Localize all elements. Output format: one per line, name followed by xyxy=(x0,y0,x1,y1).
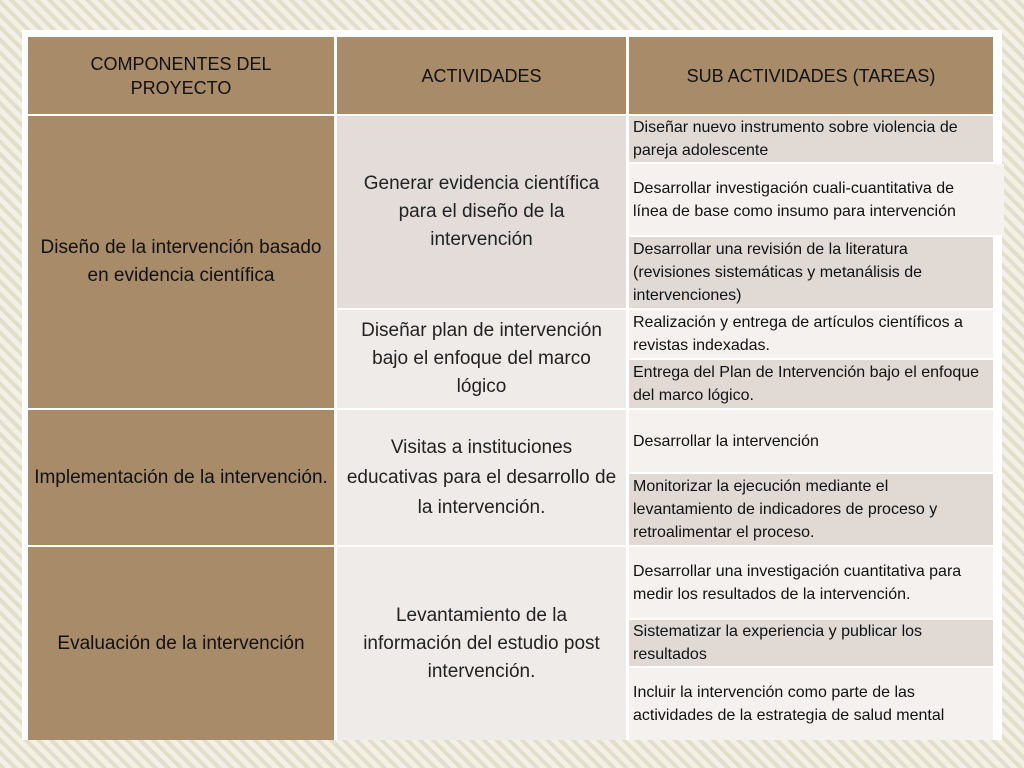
component-implementacion: Implementación de la intervención. xyxy=(28,410,334,545)
activity-disenar-plan: Diseñar plan de intervención bajo el enfoque del marco lógico xyxy=(337,310,626,408)
activity-visitas: Visitas a instituciones educativas para el desarrollo de la intervención. xyxy=(337,410,626,545)
subactivity-item: Sistematizar la experiencia y publicar los resultados xyxy=(629,620,993,666)
subactivity-item: Realización y entrega de artículos científicos a revistas indexadas. xyxy=(629,310,993,358)
header-componentes: COMPONENTES DEL PROYECTO xyxy=(28,37,334,114)
activity-generar-evidencia: Generar evidencia científica para el diseño de la intervención xyxy=(337,116,626,308)
header-actividades: ACTIVIDADES xyxy=(337,37,626,114)
header-sub-actividades: SUB ACTIVIDADES (TAREAS) xyxy=(629,37,993,114)
subactivity-item: Desarrollar una revisión de la literatura (revisiones sistemáticas y metanálisis de intervenciones) xyxy=(629,237,993,308)
subactivity-item: Entrega del Plan de Intervención bajo el enfoque del marco lógico. xyxy=(629,360,993,408)
subactivity-item: Desarrollar investigación cuali-cuantitativa de línea de base como insumo para intervención xyxy=(629,164,1004,235)
project-table xyxy=(28,37,993,740)
subactivity-item: Desarrollar la intervención xyxy=(629,410,993,472)
component-diseno: Diseño de la intervención basado en evidencia científica xyxy=(28,116,334,408)
activity-levantamiento: Levantamiento de la información del estudio post intervención. xyxy=(337,547,626,740)
subactivity-item: Diseñar nuevo instrumento sobre violencia de pareja adolescente xyxy=(629,116,993,162)
subactivity-item: Monitorizar la ejecución mediante el levantamiento de indicadores de proceso y retroalimentar el proceso. xyxy=(629,474,993,545)
component-evaluacion: Evaluación de la intervención xyxy=(28,547,334,740)
subactivity-item: Incluir la intervención como parte de las actividades de la estrategia de salud mental xyxy=(629,668,993,740)
subactivity-item: Desarrollar una investigación cuantitativa para medir los resultados de la intervención. xyxy=(629,547,993,618)
